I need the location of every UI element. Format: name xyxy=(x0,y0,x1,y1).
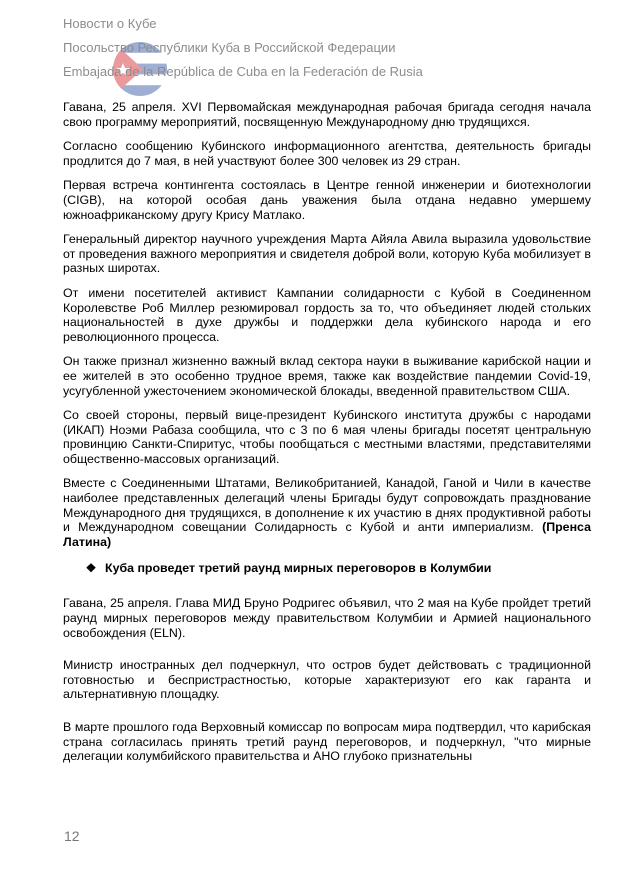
article2-title: Куба проведет третий раунд мирных переговоров в Колумбии xyxy=(105,561,492,576)
article2-paragraph-1: Гавана, 25 апреля. Глава МИД Бруно Родригес объявил, что 2 мая на Кубе пройдет третий раунд мирных переговоров между правительством Колумбии и Армией национального освобождения (ELN). xyxy=(63,596,591,640)
article1-paragraph-6: Он также признал жизненно важный вклад сектора науки в выживание карибской нации и ее жителей в это особенно трудное время, также как воздействие пандемии Covid-19, усугубленной ужесточением экономической блокады, введенной правительством США. xyxy=(63,354,591,398)
article1-paragraph-1: Гавана, 25 апреля. XVI Первомайская международная рабочая бригада сегодня начала свою программу мероприятий, посвященную Международному дню трудящихся. xyxy=(63,100,591,129)
article1-paragraph-3: Первая встреча контингента состоялась в Центре генной инженерии и биотехнологии (CIGB), на которой особая дань уважения была отдана недавно умершему южноафриканскому другу Крису Матлако. xyxy=(63,178,591,222)
article1-source: (Пренса Латина) xyxy=(63,520,591,549)
header-title: Новости о Кубе xyxy=(63,16,157,31)
article2-paragraph-2: Министр иностранных дел подчеркнул, что остров будет действовать с традиционной готовностью и беспристрастностью, которые характеризуют его как гаранта и альтернативную площадку. xyxy=(63,658,591,702)
page-header xyxy=(63,12,583,84)
article2-paragraph-3: В марте прошлого года Верховный комиссар по вопросам мира подтвердил, что карибская страна согласилась принять третий раунд переговоров, и подчеркнул, "что мирные делегации колумбийского правительства и АНО глубоко признательны xyxy=(63,720,591,764)
article1-paragraph-7: Со своей стороны, первый вице-президент Кубинского института дружбы с народами (ИКАП) Ноэми Рабаза сообщила, что с 3 по 6 мая члены бригады посетят центральную провинцию Санкти-Спиритус, чтобы пообщаться с местными властями, представителями общественно-массовых организаций. xyxy=(63,408,591,466)
article1-paragraph-8 xyxy=(63,476,591,549)
page-number: 12 xyxy=(64,828,80,844)
article1-paragraph-4: Генеральный директор научного учреждения Марта Айяла Авила выразила удовольствие от проведения важного мероприятия и свидетеля доброй воли, которую Куба мобилизует в разных широтах. xyxy=(63,232,591,276)
diamond-bullet-icon: ❖ xyxy=(85,561,97,576)
header-embassy-ru: Посольство Республики Куба в Российской Федерации xyxy=(63,40,396,55)
header-embassy-es: Embajada de la República de Cuba en la Federación de Rusia xyxy=(63,64,423,79)
article2-heading xyxy=(85,561,591,576)
article1-paragraph-8-text: Вместе с Соединенными Штатами, Великобританией, Канадой, Ганой и Чили в качестве наиболее представленных делегаций члены Бригады будут сопровождать празднование Международного дня трудящихся, в дополнение к их участию в днях продуктивной работы и Международном совещании Солидарность с Кубой и анти империализм. xyxy=(63,476,591,535)
document-body xyxy=(63,100,591,774)
article1-paragraph-5: От имени посетителей активист Кампании солидарности с Кубой в Соединенном Королевстве Роб Миллер резюмировал гордость за то, что объединяет людей стольких национальностей в духе дружбы и поддержки дела кубинского народа и его революционного процесса. xyxy=(63,285,591,344)
article1-paragraph-2: Согласно сообщению Кубинского информационного агентства, деятельность бригады продлится до 7 мая, в ней участвуют более 300 человек из 29 стран. xyxy=(63,139,591,168)
